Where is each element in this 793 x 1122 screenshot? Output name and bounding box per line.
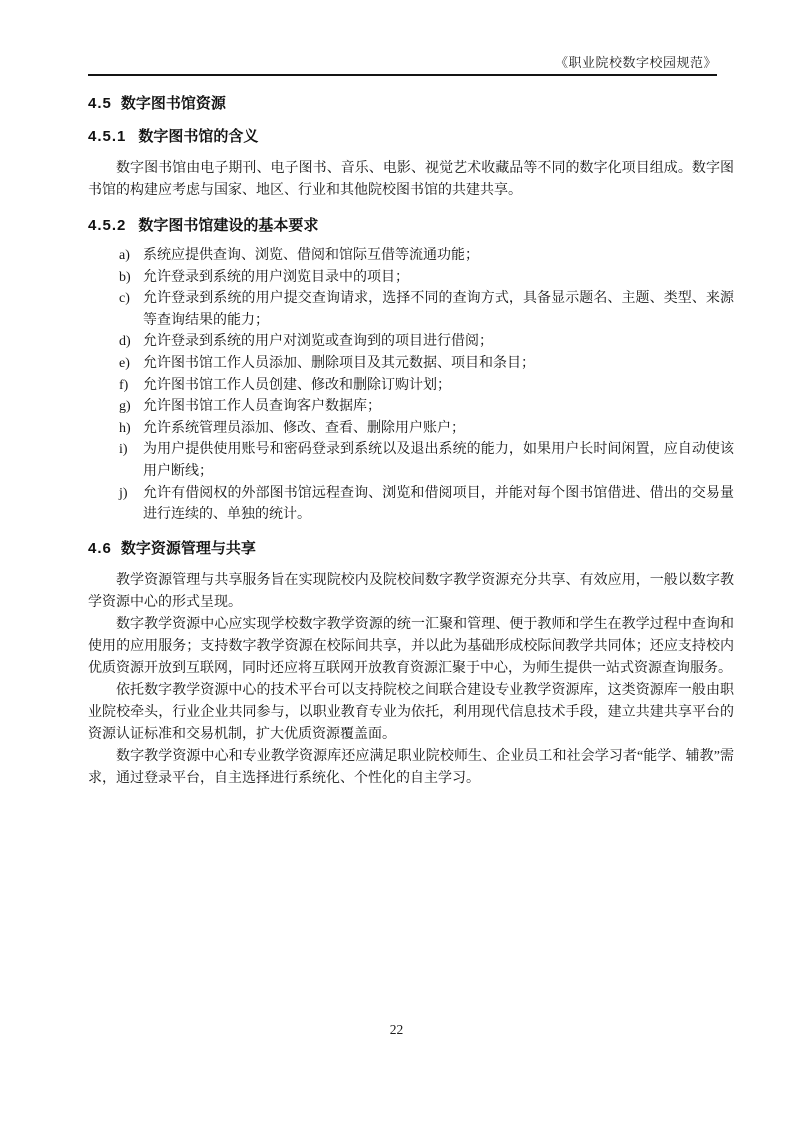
running-title: 《职业院校数字校园规范》 bbox=[554, 55, 717, 70]
list-item-text: 系统应提供查询、浏览、借阅和馆际互借等流通功能； bbox=[143, 248, 479, 263]
list-item bbox=[88, 245, 734, 267]
section-title: 数字图书馆建设的基本要求 bbox=[138, 217, 319, 234]
list-item bbox=[88, 483, 734, 526]
list-item-label: f) bbox=[119, 377, 129, 393]
paragraph: 数字教学资源中心和专业教学资源库还应满足职业院校师生、企业员工和社会学习者“能学、辅教”需求，通过登录平台，自主选择进行系统化、个性化的自主学习。 bbox=[88, 748, 734, 786]
list-item-text: 允许登录到系统的用户对浏览或查询到的项目进行借阅； bbox=[143, 334, 493, 350]
header-rule bbox=[88, 74, 717, 76]
paragraph: 教学资源管理与共享服务旨在实现院校内及院校间数字教学资源充分共享、有效应用，一般以数字教学资源中心的形式呈现。 bbox=[88, 572, 734, 610]
section-number: 4.5.2 bbox=[88, 217, 127, 234]
page-footer bbox=[0, 1021, 793, 1039]
list-item bbox=[88, 396, 734, 418]
paragraph: 依托数字教学资源中心的技术平台可以支持院校之间联合建设专业教学资源库，这类资源库一般由职业院校牵头，行业企业共同参与，以职业教育专业为依托，利用现代信息技术手段，建立共建共享平台的资源认证标准和交易机制，扩大优质资源覆盖面。 bbox=[88, 682, 734, 742]
list-item-label: g) bbox=[119, 399, 131, 415]
page-header bbox=[88, 52, 717, 76]
section-number: 4.6 bbox=[88, 539, 112, 557]
section-heading-4-6 bbox=[88, 540, 734, 558]
list-item bbox=[88, 288, 734, 331]
list-item-label: b) bbox=[119, 269, 131, 285]
list-item-label: a) bbox=[119, 248, 130, 263]
paragraph-4-5-1: 数字图书馆由电子期刊、电子图书、音乐、电影、视觉艺术收藏品等不同的数字化项目组成。数字图书馆的构建应考虑与国家、地区、行业和其他院校图书馆的共建共享。 bbox=[88, 161, 734, 198]
list-item bbox=[88, 418, 734, 440]
document-body bbox=[88, 88, 734, 790]
list-item bbox=[88, 439, 734, 482]
list-item-text: 允许有借阅权的外部图书馆远程查询、浏览和借阅项目，并能对每个图书馆借进、借出的交易量进行连续的、单独的统计。 bbox=[143, 485, 734, 523]
section-title: 数字图书馆的含义 bbox=[138, 128, 259, 145]
section-title: 数字图书馆资源 bbox=[120, 95, 226, 112]
section-4-6-paragraphs bbox=[88, 570, 734, 790]
list-item-text: 允许图书馆工作人员查询客户数据库； bbox=[143, 399, 381, 415]
paragraph: 数字教学资源中心应实现学校数字教学资源的统一汇聚和管理、便于教师和学生在教学过程中查询和使用的应用服务；支持数字教学资源在校际间共享，并以此为基础形成校际间教学共同体；还应支持校内优质资源开放到互联网，同时还应将互联网开放教育资源汇聚于中心，为师生提供一站式资源查询服务。 bbox=[88, 616, 734, 676]
list-item-text: 允许登录到系统的用户提交查询请求，选择不同的查询方式，具备显示题名、主题、类型、来源等查询结果的能力； bbox=[143, 291, 734, 328]
page-number: 22 bbox=[389, 1022, 404, 1037]
list-item bbox=[88, 353, 734, 375]
list-item-text: 允许登录到系统的用户浏览目录中的项目； bbox=[143, 269, 409, 285]
list-item-text: 为用户提供使用账号和密码登录到系统以及退出系统的能力，如果用户长时间闲置，应自动使该用户断线； bbox=[143, 442, 734, 479]
section-title: 数字资源管理与共享 bbox=[120, 539, 256, 557]
list-item-label: j) bbox=[119, 485, 128, 501]
section-number: 4.5.1 bbox=[88, 128, 127, 145]
list-item-text: 允许图书馆工作人员创建、修改和删除订购计划； bbox=[143, 377, 451, 393]
list-item-text: 允许图书馆工作人员添加、删除项目及其元数据、项目和条目； bbox=[143, 355, 535, 371]
list-item-text: 允许系统管理员添加、修改、查看、删除用户账户； bbox=[143, 420, 465, 436]
list-item-label: i) bbox=[119, 442, 128, 458]
section-heading-4-5-2 bbox=[88, 217, 734, 235]
section-heading-4-5 bbox=[88, 95, 734, 113]
list-item-label: d) bbox=[119, 334, 131, 350]
requirements-list bbox=[88, 245, 734, 526]
section-heading-4-5-1 bbox=[88, 128, 734, 146]
list-item bbox=[88, 375, 734, 397]
list-item-label: c) bbox=[119, 291, 130, 307]
list-item-label: e) bbox=[119, 355, 130, 371]
list-item-label: h) bbox=[119, 420, 131, 436]
list-item bbox=[88, 267, 734, 289]
section-number: 4.5 bbox=[88, 95, 112, 112]
list-item bbox=[88, 331, 734, 353]
